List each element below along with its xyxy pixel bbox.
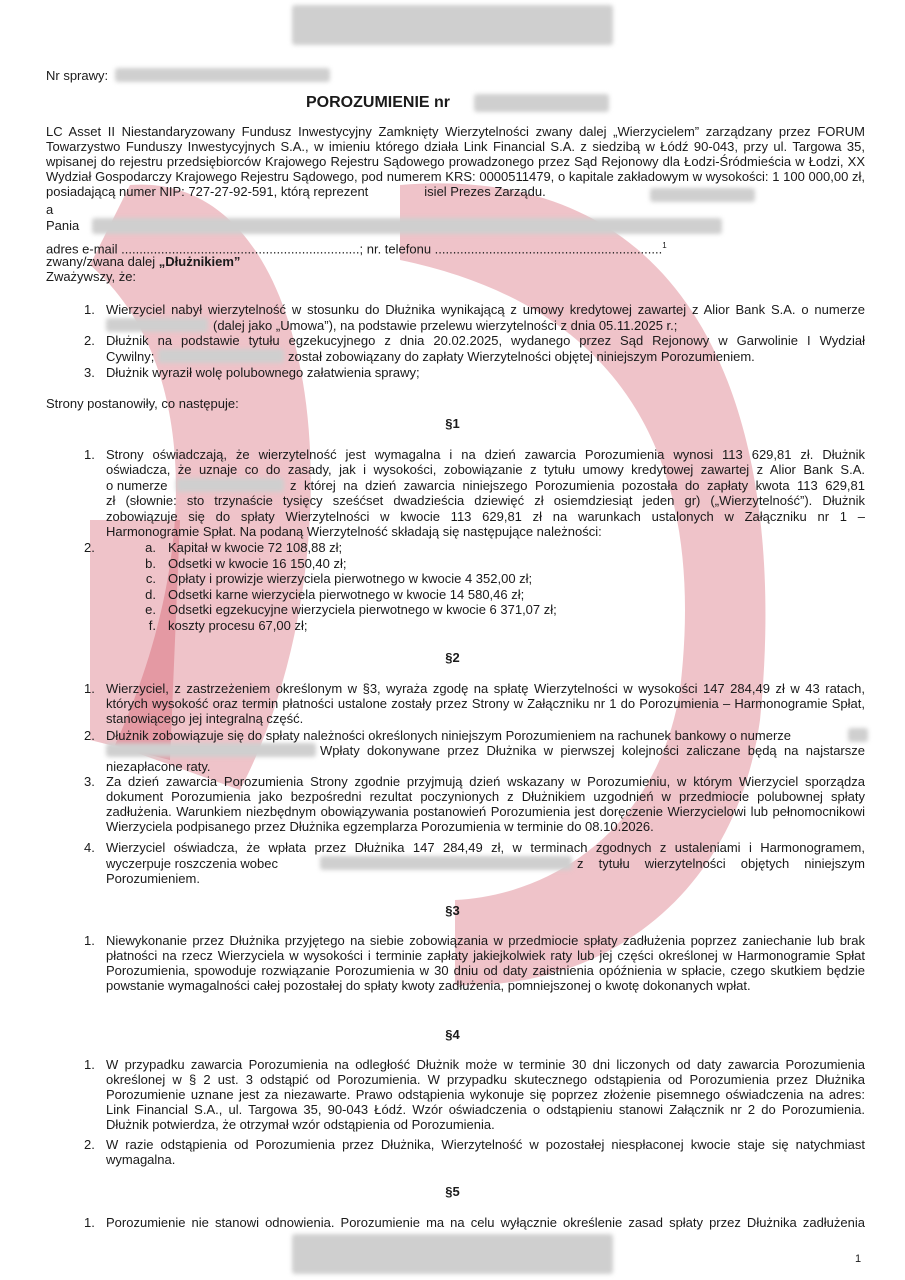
s1-p1-line3a: o numerze (106, 478, 168, 493)
s1-number-2: 2. (84, 540, 95, 555)
section-2-heading: §2 (445, 650, 460, 665)
s1-p1-line6: Harmonogramie Spłat. Na podaną Wierzytelność składają się następujące należności: (106, 524, 602, 539)
section-1-heading: §1 (445, 416, 460, 431)
s2-p2-line1: Dłużnik zobowiązuje się do spłaty należności określonych niniejszym Porozumieniem na rachunek bankowy o numerze (106, 728, 792, 743)
s3-paragraph-1: Niewykonanie przez Dłużnika przyjętego na siebie zobowiązania w przedmiocie spłaty zadłużenia poprzez zaniechanie lub brak płatności na rzecz Wierzyciela w wysokości i terminie zapłaty jakiejkolwiek raty lub jej części określonej w Harmonogramie Spłat Porozumienia, spowoduje rozwiązanie Porozumienia w 30 dniu od daty zaistnienia opóźnienia w spłacie, czego skutkiem będzie powstanie wymagalności całej pozostałej do spłaty kwoty zadłużenia, pomniejszonej o kwotę dokonanych wpłat. (106, 933, 865, 993)
email-phone-fields: adres e-mail ..................................................................; nr. telefonu ............................................................... (46, 241, 663, 257)
s1-item-b-letter: b. (145, 556, 156, 571)
debtor-term: „Dłużnikiem” (158, 254, 241, 269)
called-label: zwany/zwana dalej (46, 254, 156, 269)
s2-number-3: 3. (84, 774, 95, 789)
s1-item-e: Odsetki egzekucyjne wierzyciela pierwotnego w kwocie 6 371,07 zł; (168, 602, 557, 617)
s1-p1-line3b: z której na dzień zawarcia niniejszego Porozumienia pozostała do zapłaty kwota 113 629,81 (290, 478, 865, 493)
recital-number-2: 2. (84, 333, 95, 348)
recital-2-line2b: został zobowiązany do zapłaty Wierzytelności objętej niniejszym Porozumieniem. (288, 349, 755, 364)
recital-1-line1: Wierzyciel nabył wierzytelność w stosunku do Dłużnika wynikającą z umowy kredytowej zawartej z Alior Bank S.A. o numerze (106, 302, 865, 317)
s1-p1-line2: oświadcza, że uznaje co do zasady, jak i wysokości, zobowiązanie z tytułu umowy kredytowej zawartej z Alior Bank S.A. (106, 462, 865, 477)
s1-item-b: Odsetki w kwocie 16 150,40 zł; (168, 556, 347, 571)
s2-number-2: 2. (84, 728, 95, 743)
s2-p4-line2b: z tytułu wierzytelności objętych niniejszym (577, 856, 865, 871)
s1-item-f: koszty procesu 67,00 zł; (168, 618, 308, 633)
s2-p4-line2a: wyczerpuje roszczenia wobec (106, 856, 278, 871)
whereas-label: Zważywszy, że: (46, 269, 137, 284)
conjunction-a: a (46, 202, 54, 217)
s5-number-1: 1. (84, 1215, 95, 1230)
called-debtor-line (46, 254, 240, 269)
s4-paragraph-2: W razie odstąpienia od Porozumienia przez Dłużnika, Wierzytelność w pozostałej niespłaconej kwocie staje się natychmiast wymagalna. (106, 1137, 865, 1167)
s1-item-c-letter: c. (145, 571, 156, 586)
creditor-suffix: isiel Prezes Zarządu. (424, 184, 546, 199)
creditor-text: LC Asset II Niestandaryzowany Fundusz Inwestycyjny Zamknięty Wierzytelności zwany dalej „Wierzycielem” zarządzany przez FORUM Towarzystwo Funduszy Inwestycyjnych S.A., w imieniu którego działa Link Financial S.A. z siedzibą w Łódź 90-043, przy ul. Targowa 35, wpisanej do rejestru przedsiębiorców Krajowego Rejestru Sądowego prowadzonego przez Sąd Rejonowy dla Łodzi-Śródmieścia w Łodzi, XX Wydział Gospodarczy Krajowego Rejestru Sądowego, pod numerem KRS: 0000511479, o kapitale zakładowym w wysokości: 1 100 000,00 zł, posiadającą numer NIP: 727-27-92-591, którą reprezent (46, 124, 865, 199)
s2-p2-line2: Wpłaty dokonywane przez Dłużnika w pierwszej kolejności zaliczane będą na najstarsze (320, 743, 865, 758)
resolved-label: Strony postanowiły, co następuje: (46, 396, 239, 411)
s2-p4-line1: Wierzyciel oświadcza, że wpłata przez Dłużnika 147 284,49 zł, w terminach zgodnych z ustaleniami i Harmonogramem, (106, 840, 865, 855)
recital-1-line2: (dalej jako „Umowa”), na podstawie przelewu wierzytelności z dnia 05.11.2025 r.; (213, 318, 678, 333)
section-4-heading: §4 (445, 1027, 460, 1042)
s2-p4-line3: Porozumieniem. (106, 871, 200, 886)
s1-p1-line1: Strony oświadczają, że wierzytelność jest wymagalna i na dzień zawarcia Porozumienia wynosi 113 629,81 zł. Dłużnik (106, 447, 865, 462)
s1-item-d-letter: d. (145, 587, 156, 602)
s4-number-1: 1. (84, 1057, 95, 1072)
document-title: POROZUMIENIE nr (306, 94, 451, 111)
s4-number-2: 2. (84, 1137, 95, 1152)
case-number-label: Nr sprawy: (46, 68, 109, 83)
s2-number-1: 1. (84, 681, 95, 696)
s2-paragraph-1: Wierzyciel, z zastrzeżeniem określonym w §3, wyraża zgodę na spłatę Wierzytelności w wysokości 147 284,49 zł w 43 ratach, których wysokość oraz termin płatności ustalone zostały przez Strony w Załączniku nr 1 do Porozumienia – Harmonogramie Spłat, stanowiącego jej integralną część. (106, 681, 865, 726)
s4-paragraph-1: W przypadku zawarcia Porozumienia na odległość Dłużnik może w terminie 30 dni liczonych od daty zawarcia Porozumienia określonej w § 2 ust. 3 odstąpić od Porozumienia. W przypadku skutecznego odstąpienia od Porozumienia przez Dłużnika Porozumienie uznane jest za niezawarte. Prawo odstąpienia wykonuje się poprzez złożenie pisemnego oświadczenia na adres: Link Financial S.A., ul. Targowa 35, 90-043 Łódź. Wzór oświadczenia o odstąpieniu stanowi Załącznik nr 2 do Porozumienia. Dłużnik potwierdza, że otrzymał wzór odstąpienia od Porozumienia. (106, 1057, 865, 1132)
debtor-salutation: Pania (46, 218, 80, 233)
section-3-heading: §3 (445, 903, 460, 918)
s2-paragraph-3: Za dzień zawarcia Porozumienia Strony zgodnie przyjmują dzień wskazany w Porozumieniu, w którym Wierzyciel sporządza dokument Porozumienia jako bezpośredni rezultat poczynionych z Dłużnikiem uzgodnień w przedmiocie polubownej spłaty zadłużenia. Warunkiem niezbędnym obowiązywania postanowień Porozumienia jest doręczenie Wierzycielowi lub pełnomocnikowi Wierzyciela podpisanego przez Dłużnika egzemplarza Porozumienia w terminie do 08.10.2026. (106, 774, 865, 834)
s1-p1-line4: zł (słownie: sto trzynaście tysięcy sześćset dwadzieścia dziewięć zł osiemdziesiąt jeden gr) („Wierzytelność”). Dłużnik (106, 493, 865, 508)
s1-item-a: Kapitał w kwocie 72 108,88 zł; (168, 540, 343, 555)
recital-2-line1: Dłużnik na podstawie tytułu egzekucyjnego z dnia 20.02.2025, wydanego przez Sąd Rejonowy w Garwolinie I Wydział (106, 333, 865, 348)
s1-item-c: Opłaty i prowizje wierzyciela pierwotnego w kwocie 4 352,00 zł; (168, 571, 533, 586)
recital-3-text: Dłużnik wyraził wolę polubownego załatwienia sprawy; (106, 365, 420, 380)
s1-item-f-letter: f. (148, 618, 156, 633)
s5-paragraph-1: Porozumienie nie stanowi odnowienia. Porozumienie ma na celu wyłącznie określenie zasad spłaty przez Dłużnika zadłużenia (106, 1215, 865, 1230)
creditor-paragraph (46, 124, 865, 199)
s2-p2-line3: niezapłacone raty. (106, 759, 211, 774)
footnote-ref: 1 (662, 241, 667, 250)
s1-item-e-letter: e. (145, 602, 156, 617)
section-5-heading: §5 (445, 1184, 460, 1199)
s1-item-a-letter: a. (145, 540, 156, 555)
s3-number-1: 1. (84, 933, 95, 948)
page-number: 1 (855, 1253, 862, 1265)
s1-p1-line5: zobowiązuje się do spłaty Wierzytelności w kwocie 113 629,81 zł na warunkach ustalonych w Załączniku nr 1 – (106, 509, 865, 524)
recital-number-3: 3. (84, 365, 95, 380)
s1-number-1: 1. (84, 447, 95, 462)
s1-item-d: Odsetki karne wierzyciela pierwotnego w kwocie 14 580,46 zł; (168, 587, 525, 602)
recital-number-1: 1. (84, 302, 95, 317)
recital-2-line2a: Cywilny; (106, 349, 155, 364)
s2-number-4: 4. (84, 840, 95, 855)
